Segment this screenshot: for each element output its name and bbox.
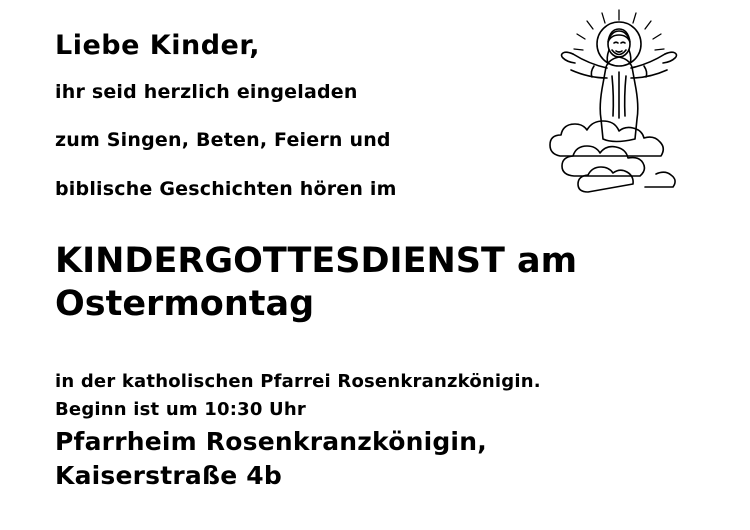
event-title-line-2: Ostermontag [55, 284, 315, 324]
parish-line: in der katholischen Pfarrei Rosenkranzkönigin. [55, 370, 541, 392]
risen-christ-on-clouds-icon [524, 6, 714, 201]
venue-street: Kaiserstraße 4b [55, 461, 282, 491]
event-title [55, 240, 720, 325]
invitation-line-1: ihr seid herzlich eingeladen [55, 81, 358, 103]
venue-name: Pfarrheim Rosenkranzkönigin, [55, 427, 487, 457]
event-title-line-1: KINDERGOTTESDIENST am [55, 241, 578, 282]
invitation-line-2: zum Singen, Beten, Feiern und [55, 129, 391, 152]
event-details [55, 368, 720, 493]
start-time-line: Beginn ist um 10:30 Uhr [55, 399, 306, 421]
page-title: Liebe Kinder, [55, 30, 260, 61]
invitation-line-3: biblische Geschichten hören im [55, 177, 397, 200]
